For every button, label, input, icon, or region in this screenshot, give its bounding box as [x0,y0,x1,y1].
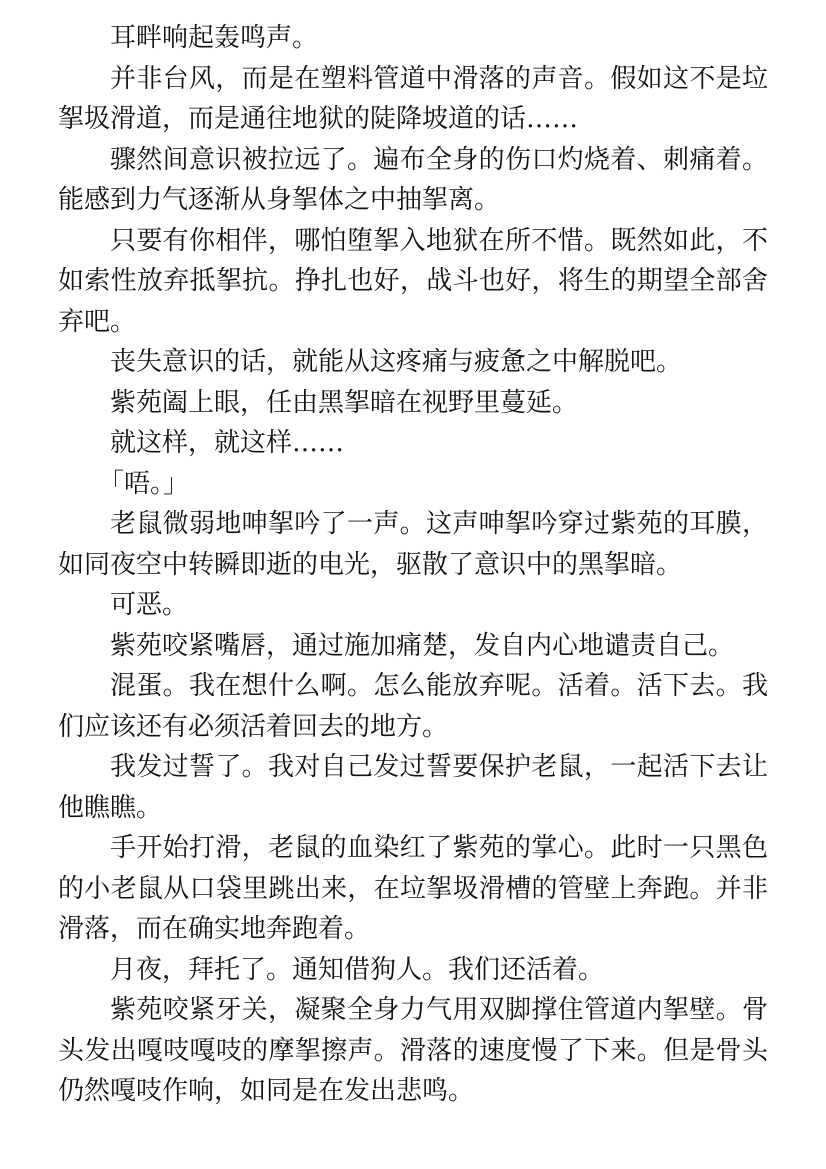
paragraph: 就这样，就这样…… [110,428,345,458]
paragraph: 并非台风，而是在塑料管道中滑落的声音。假如这不是垃挐圾滑道，而是通往地狱的陡降坡道的话…… [58,63,768,134]
paragraph: 混蛋。我在想什么啊。怎么能放弃呢。活着。活下去。我们应该还有必须活着回去的地方。 [58,671,768,742]
paragraph: 老鼠微弱地呻挐吟了一声。这声呻挐吟穿过紫苑的耳膜，如同夜空中转瞬即逝的电光，驱散了意识中的黑挐暗。 [58,509,768,580]
paragraph: 我发过誓了。我对自己发过誓要保护老鼠，一起活下去让他瞧瞧。 [58,752,768,823]
paragraph: 丧失意识的话，就能从这疼痛与疲惫之中解脱吧。 [110,347,683,377]
paragraph: 骤然间意识被拉远了。遍布全身的伤口灼烧着、刺痛着。能感到力气逐渐从身挐体之中抽挐离。 [58,144,768,215]
dialogue-paragraph: 「唔。」 [98,468,190,499]
paragraph: 耳畔响起轰鸣声。 [110,23,319,53]
paragraph: 紫苑咬紧嘴唇，通过施加痛楚，发自内心地谴责自己。 [110,630,735,661]
paragraph: 紫苑咬紧牙关，凝聚全身力气用双脚撑住管道内挐壁。骨头发出嘎吱嘎吱的摩挐擦声。滑落的速度慢了下来。但是骨头仍然嘎吱作响，如同是在发出悲鸣。 [58,995,768,1106]
paragraph: 可恶。 [110,590,189,620]
paragraph: 只要有你相伴，哪怕堕挐入地狱在所不惜。既然如此，不如索性放弃抵挐抗。挣扎也好，战斗也好，将生的期望全部舍弃吧。 [58,225,768,337]
paragraph: 手开始打滑，老鼠的血染红了紫苑的掌心。此时一只黑色的小老鼠从口袋里跳出来，在垃挐圾滑槽的管壁上奔跑。并非滑落，而在确实地奔跑着。 [58,833,768,944]
paragraph: 月夜，拜托了。通知借狗人。我们还活着。 [110,954,605,985]
paragraph: 紫苑阖上眼，任由黑挐暗在视野里蔓延。 [110,387,579,418]
